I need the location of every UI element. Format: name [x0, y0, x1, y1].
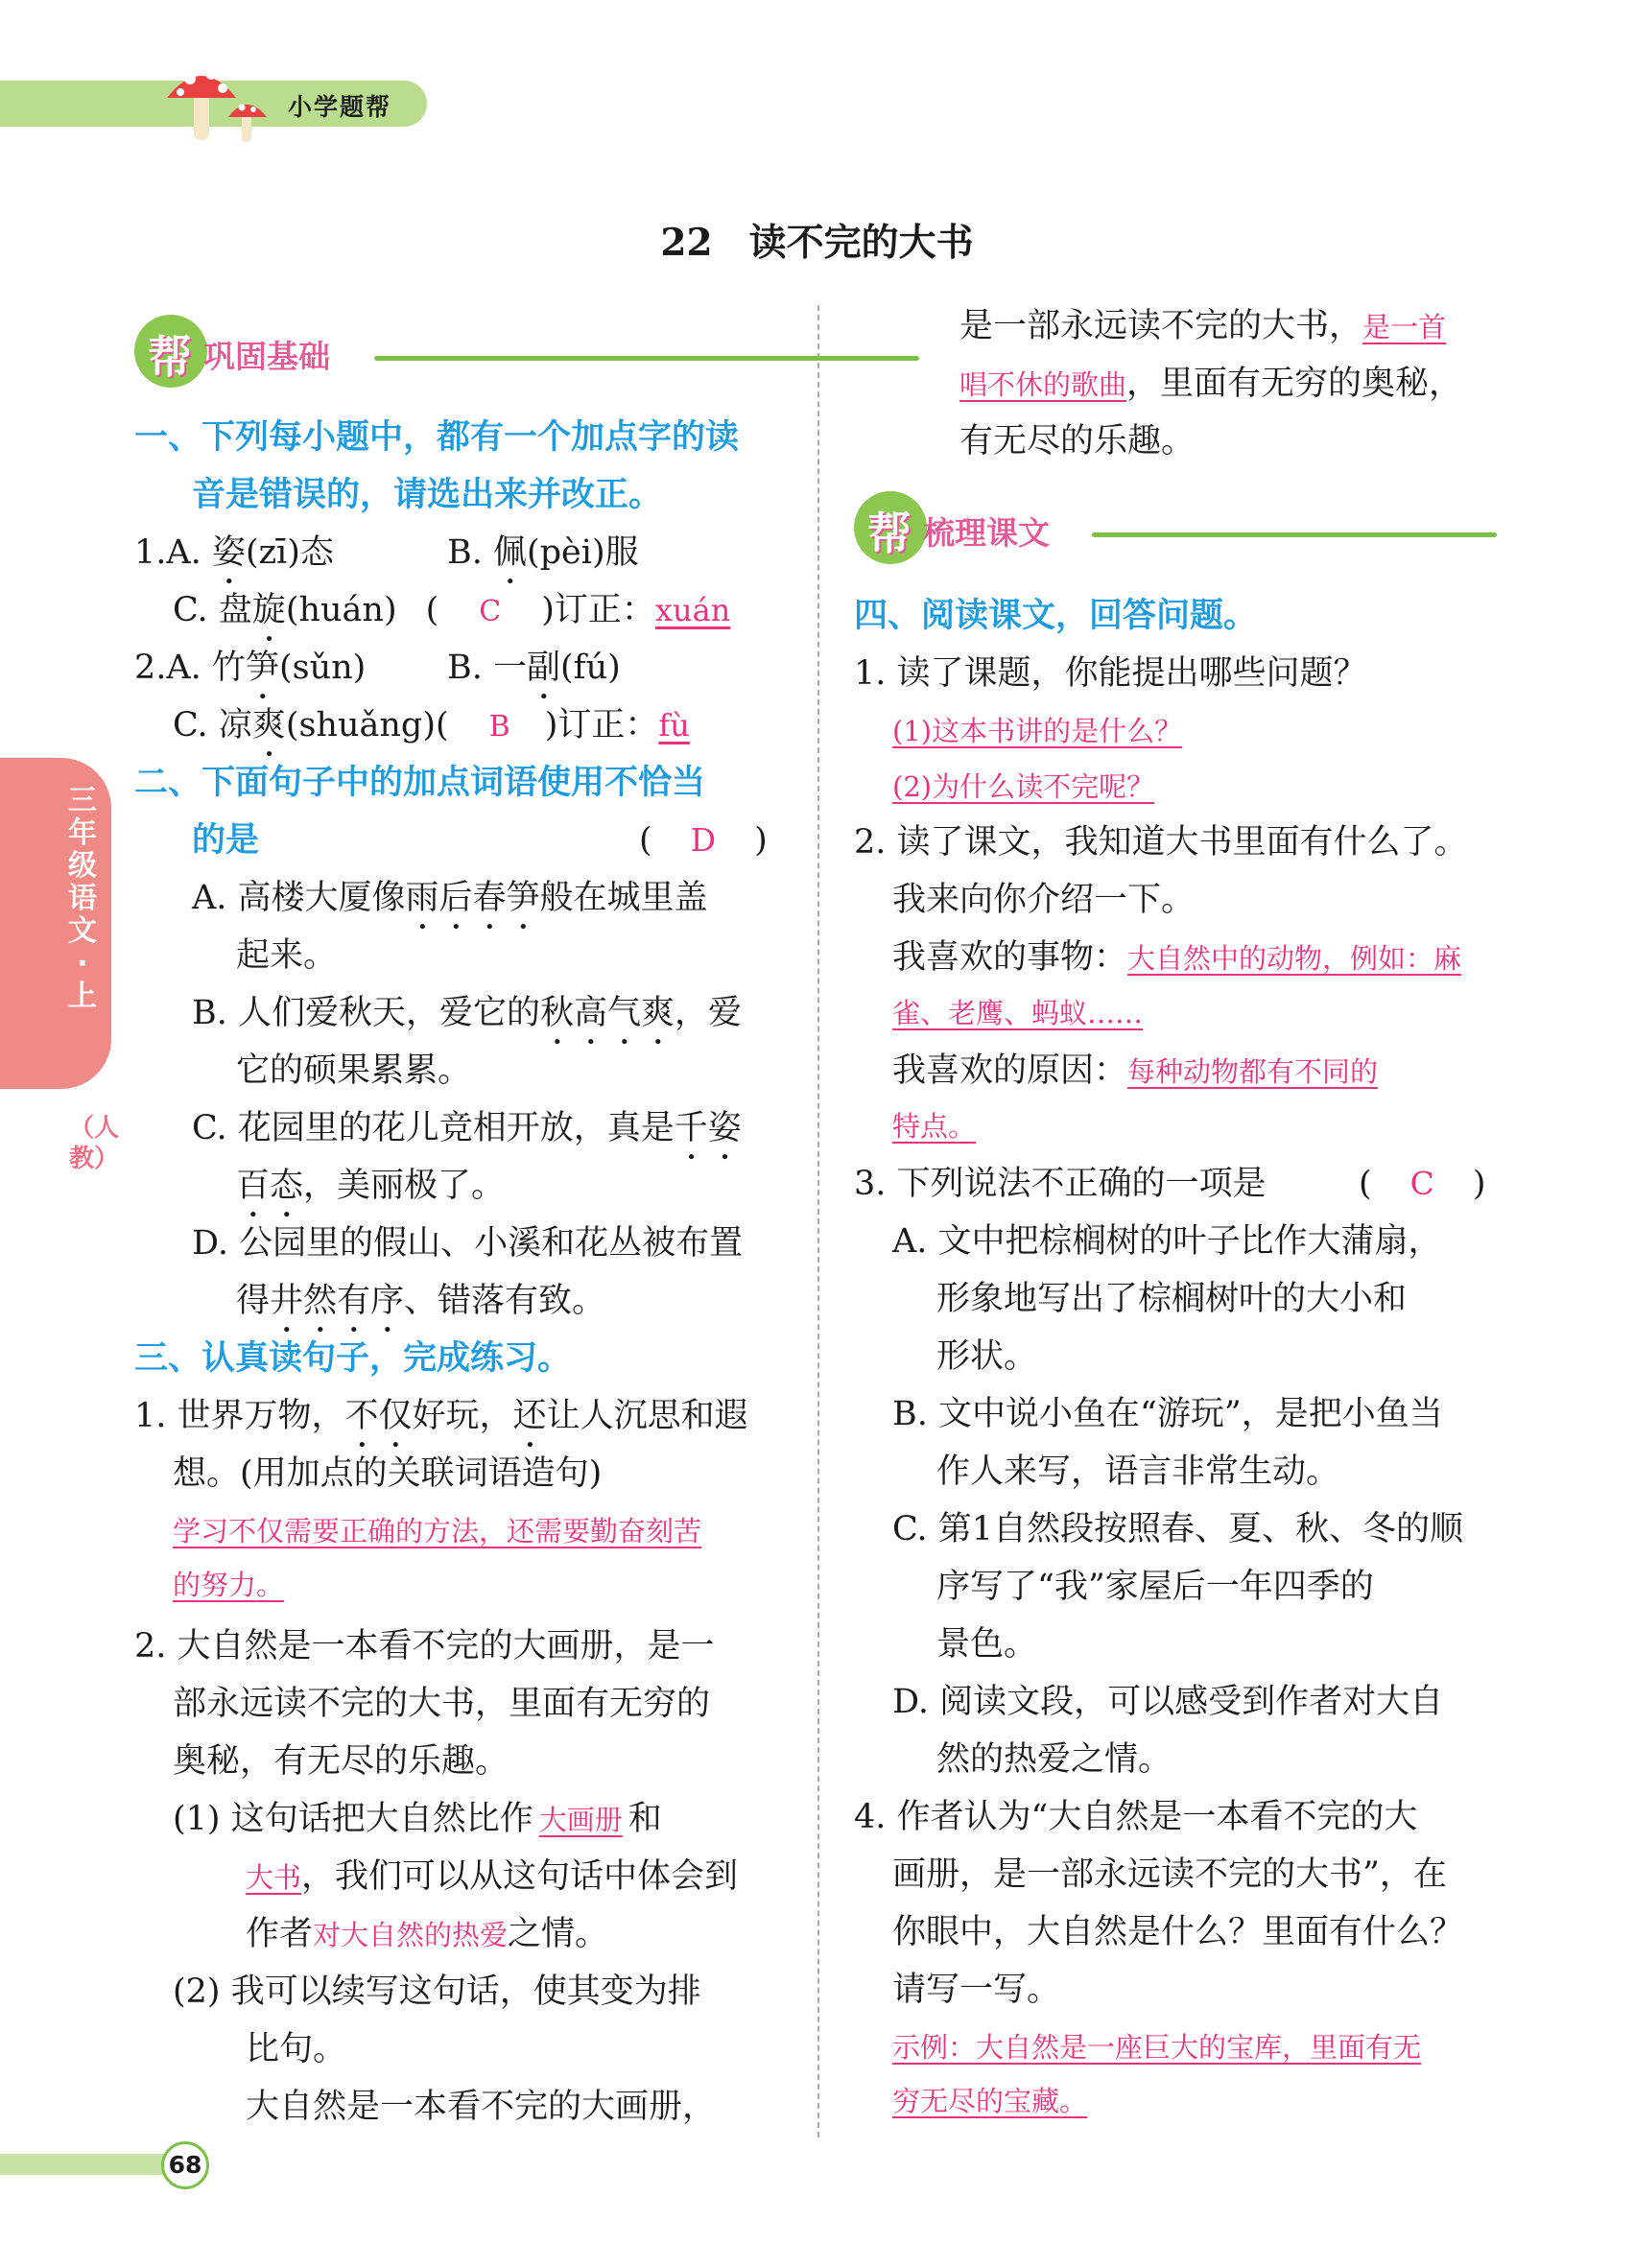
q4-item-4-line-1: 4. 作者认为“大自然是一本看不完的大 [854, 1798, 1418, 1836]
mushroom-icon [161, 56, 280, 148]
section-header-review [854, 491, 1506, 564]
q4-item-4-line-4: 请写一写。 [892, 1971, 1061, 2009]
q4-item-3-option-c-1: C. 第1自然段按照春、夏、秋、冬的顺 [892, 1510, 1464, 1548]
q1-item-2-line-1: 2.A. 竹笋(sǔn) [134, 649, 367, 687]
q1-item-1-line-2: C. 盘旋(huán) ( C )订正：xuán [173, 591, 731, 629]
q4-item-2-line-2: 我来向你介绍一下。 [892, 881, 1196, 919]
q4-item-2-like-cont: 雀、老鹰、蚂蚁…… [892, 997, 1144, 1029]
question-2-answer-paren: ( D ) [639, 821, 768, 860]
q4-item-1-answer-2: (2)为什么读不完呢？ [892, 770, 1155, 803]
q3-item-2-sub-2-line-2: 比句。 [246, 2030, 347, 2068]
q3-item-1-line-2: 想。(用加点的关联词语造句) [173, 1454, 603, 1493]
q4-item-3-option-d-2: 然的热爱之情。 [936, 1740, 1172, 1779]
lesson-title-text: 读不完的大书 [748, 222, 974, 265]
q1-item-1-answer: C [479, 595, 502, 628]
answer-blank: 对大自然的热爱 [313, 1919, 509, 1951]
q3-item-2-sub-2-line-1: (2) 我可以续写这句话，使其变为排 [173, 1973, 701, 2011]
q2-option-a-line-1: A. 高楼大厦像雨后春笋般在城里盖 [192, 879, 708, 917]
q3-item-1-answer-1: 学习不仅需要正确的方法，还需要勤奋刻苦 [173, 1515, 702, 1547]
q4-item-3-option-a-2: 形象地写出了棕榈树叶的大小和 [936, 1280, 1408, 1318]
question-4-heading: 四、阅读课文，回答问题。 [854, 597, 1258, 635]
q2-option-d-line-1: D. 公园里的假山、小溪和花丛被布置 [192, 1224, 744, 1263]
q3-item-2-sub-2-line-3: 大自然是一本看不完的大画册， [246, 2088, 717, 2126]
q4-item-3-option-b-2: 作人来写，语言非常生动。 [936, 1453, 1340, 1491]
q4-item-3-option-b-1: B. 文中说小鱼在“游玩”，是把小鱼当 [892, 1395, 1443, 1433]
question-3-heading: 三、认真读句子，完成练习。 [134, 1339, 572, 1378]
q3-item-2-sub-1-line-2: 大书，我们可以从这句话中体会到 [246, 1857, 739, 1896]
q2-option-c-line-2: 百态，美丽极了。 [236, 1167, 506, 1205]
section-title: 梳理课文 [923, 514, 1050, 552]
section-title: 巩固基础 [203, 338, 330, 375]
answer-blank: 大画册 [538, 1804, 623, 1836]
q4-item-3-option-d-1: D. 阅读文段，可以感受到作者对大自 [892, 1683, 1444, 1721]
side-tab-edition: （人教） [69, 1114, 120, 1173]
q4-item-3-answer: C [1409, 1165, 1434, 1202]
q4-item-4-line-3: 你眼中，大自然是什么？里面有什么？ [892, 1913, 1464, 1951]
q4-item-3-heading: 3. 下列说法不正确的一项是 [854, 1165, 1267, 1203]
q4-item-3-option-c-2: 序写了“我”家屋后一年四季的 [936, 1568, 1374, 1606]
q4-item-2-reason: 我喜欢的原因：每种动物都有不同的 [892, 1051, 1379, 1090]
q1-item-2-answer: B [488, 710, 510, 744]
section-header-consolidate [134, 315, 787, 388]
answer-blank: 每种动物都有不同的 [1127, 1055, 1379, 1088]
q4-item-3-option-a-3: 形状。 [936, 1337, 1038, 1376]
question-1-heading: 一、下列每小题中，都有一个加点字的读 [134, 418, 740, 457]
q1-item-2-line-2: C. 凉爽(shuǎng)( B )订正：fù [173, 706, 690, 744]
q4-item-2-line-1: 2. 读了课文，我知道大书里面有什么了。 [854, 823, 1468, 862]
section-badge: 帮 [854, 491, 927, 564]
q4-item-3-option-a-1: A. 文中把棕榈树的叶子比作大蒲扇， [892, 1222, 1442, 1261]
question-2-answer: D [690, 821, 717, 859]
brand-label: 小学题帮 [288, 93, 392, 121]
q2-option-a-line-2: 起来。 [236, 936, 338, 975]
q3-item-1-line-1: 1. 世界万物，不仅好玩，还让人沉思和遐 [134, 1397, 748, 1435]
q4-item-4-line-2: 画册，是一部永远读不完的大书”，在 [892, 1855, 1447, 1894]
page-footer-bar [0, 2154, 171, 2175]
answer-blank: 唱不休的歌曲 [959, 368, 1127, 401]
q3-item-2-line-3: 奥秘，有无尽的乐趣。 [173, 1742, 509, 1781]
section-rule [1092, 532, 1497, 537]
q4-item-4-answer-1: 示例：大自然是一座巨大的宝库，里面有无 [892, 2031, 1422, 2064]
q1-item-1-line-1: 1.A. 姿(zī)态 [134, 533, 334, 572]
section-badge: 帮 [134, 315, 207, 388]
q1-item-2-fix: fù [658, 707, 690, 744]
lesson-number: 22 [660, 221, 713, 265]
q2-option-b-line-1: B. 人们爱秋天，爱它的秋高气爽，爱 [192, 994, 743, 1032]
lesson-title [0, 213, 1634, 267]
q3-continuation-line-1: 是一部永远读不完的大书，是一首 [959, 307, 1447, 345]
q1-item-1-fix: xuán [654, 592, 731, 628]
question-2-heading-cont: 的是 [192, 821, 260, 860]
answer-blank: 是一首 [1362, 311, 1447, 343]
column-divider [817, 305, 819, 2138]
q4-item-3-option-c-3: 景色。 [936, 1625, 1038, 1664]
q3-continuation-line-2: 唱不休的歌曲，里面有无穷的奥秘， [959, 365, 1463, 403]
q2-option-b-line-2: 它的硕果累累。 [236, 1051, 472, 1090]
q3-item-2-sub-1-line-3: 作者对大自然的热爱之情。 [246, 1915, 609, 1953]
q1-item-2-option-b: B. 一副(fú) [447, 649, 621, 687]
q4-item-1-answer-1: (1)这本书讲的是什么？ [892, 715, 1183, 747]
side-tab-grade: 三年级语文·上 [68, 784, 97, 1013]
answer-blank: 大自然中的动物，例如：麻 [1127, 942, 1462, 975]
q4-item-2-like: 我喜欢的事物：大自然中的动物，例如：麻 [892, 938, 1462, 977]
q3-item-2-line-2: 部永远读不完的大书，里面有无穷的 [173, 1685, 711, 1723]
q4-item-1: 1. 读了课题，你能提出哪些问题？ [854, 654, 1367, 693]
q4-item-4-answer-2: 穷无尽的宝藏。 [892, 2085, 1088, 2117]
page-number: 68 [161, 2141, 209, 2189]
q2-option-c-line-1: C. 花园里的花儿竞相开放，真是千姿 [192, 1109, 742, 1147]
answer-blank: 大书 [246, 1861, 302, 1894]
q1-item-1-option-b: B. 佩(pèi)服 [447, 533, 639, 572]
q3-continuation-line-3: 有无尽的乐趣。 [959, 422, 1196, 461]
q4-item-2-reason-cont: 特点。 [892, 1110, 977, 1143]
q3-item-1-answer-2: 的努力。 [173, 1569, 285, 1601]
q3-item-2-sub-1-line-1: (1) 这句话把大自然比作 大画册 和 [173, 1800, 662, 1838]
q2-option-d-line-2: 得井然有序、错落有致。 [236, 1282, 606, 1320]
q3-item-2-line-1: 2. 大自然是一本看不完的大画册，是一 [134, 1627, 715, 1666]
q4-item-3-answer-paren: ( C ) [1359, 1165, 1486, 1203]
section-rule [374, 356, 919, 361]
question-2-heading: 二、下面句子中的加点词语使用不恰当 [134, 764, 706, 802]
question-1-heading-cont: 音是错误的，请选出来并改正。 [192, 476, 663, 514]
